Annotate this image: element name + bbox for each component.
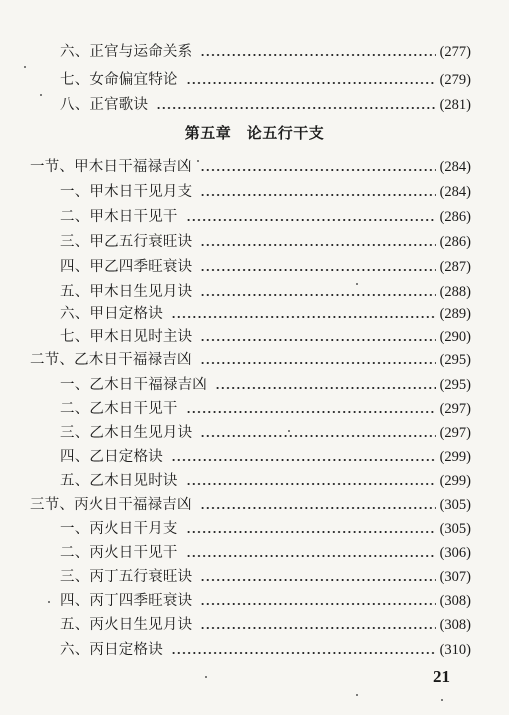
toc-entry: [60, 304, 471, 324]
leader-dots: [200, 244, 435, 246]
toc-entry-label: 三节、丙火日干福禄吉凶: [30, 497, 192, 513]
toc-entry-page: (306): [439, 545, 471, 561]
leader-dots: [156, 107, 435, 109]
leader-dots: [171, 316, 436, 318]
toc-entry-page: (305): [439, 497, 471, 513]
leader-dots: [200, 507, 436, 509]
toc-entry-page: (297): [439, 401, 471, 417]
toc-entry-label: 五、甲木日生见月诀: [60, 284, 193, 300]
toc-entry: [60, 447, 471, 467]
toc-entry: [60, 207, 471, 227]
toc-entry-label: 七、女命偏宜特论: [60, 72, 178, 88]
toc-entry-page: (288): [439, 284, 471, 300]
scan-speck: [40, 94, 42, 96]
leader-dots: [200, 362, 436, 364]
toc-entry: [60, 543, 471, 563]
toc-entry-page: (284): [439, 159, 471, 175]
toc-entry: [60, 423, 471, 443]
leader-dots: [200, 269, 435, 271]
toc-entry-label: 五、丙火日生见月诀: [60, 617, 193, 633]
leader-dots: [200, 339, 435, 341]
toc-entry: [60, 182, 471, 202]
toc-entry: [60, 591, 471, 611]
toc-entry-label: 四、乙日定格诀: [60, 449, 163, 465]
leader-dots: [200, 169, 436, 171]
toc-entry-page: (287): [439, 259, 471, 275]
toc-entry-label: 一、甲木日干见月支: [60, 184, 193, 200]
toc-entry-label: 三、乙木日生见月诀: [60, 425, 193, 441]
toc-entry-label: 二、丙火日干见干: [60, 545, 178, 561]
toc-entry-page: (279): [439, 72, 471, 88]
scan-speck: [441, 699, 443, 701]
toc-entry-page: (299): [439, 449, 471, 465]
toc-entry: [60, 519, 471, 539]
toc-entry-page: (295): [439, 352, 471, 368]
scan-speck: [356, 283, 358, 285]
toc-entry-label: 二节、乙木日干福禄吉凶: [30, 352, 192, 368]
scan-speck: [48, 601, 50, 603]
scan-speck: [288, 430, 290, 432]
toc-entry-page: (286): [439, 209, 471, 225]
toc-entry-page: (299): [439, 473, 471, 489]
toc-entry-page: (308): [439, 617, 471, 633]
page-number: 21: [433, 667, 450, 686]
scan-speck: [356, 694, 358, 696]
toc-entry-label: 四、甲乙四季旺衰诀: [60, 259, 193, 275]
leader-dots: [215, 387, 436, 389]
toc-entry-label: 一、乙木日干福禄吉凶: [60, 377, 207, 393]
leader-dots: [200, 603, 435, 605]
leader-dots: [200, 627, 435, 629]
toc-entry-label: 八、正官歌诀: [60, 97, 149, 113]
toc-entry-page: (286): [439, 234, 471, 250]
toc-entry: [60, 42, 471, 62]
leader-dots: [200, 194, 435, 196]
toc-entry: [60, 257, 471, 277]
leader-dots: [171, 652, 436, 654]
toc-entry: [60, 70, 471, 90]
toc-entry-page: (305): [439, 521, 471, 537]
toc-entry-label: 一节、甲木日干福禄吉凶: [30, 159, 192, 175]
toc-entry-label: 六、正官与运命关系: [60, 44, 193, 60]
toc-entry-page: (277): [439, 44, 471, 60]
toc-entry-page: (290): [439, 329, 471, 345]
toc-entry-label: 七、甲木日见时主诀: [60, 329, 193, 345]
toc-entry-page: (281): [439, 97, 471, 113]
toc-section: [30, 157, 471, 177]
scan-speck: [24, 66, 26, 68]
toc-section: [30, 350, 471, 370]
toc-entry-label: 六、丙日定格诀: [60, 642, 163, 658]
toc-entry-page: (297): [439, 425, 471, 441]
toc-entry-label: 二、乙木日干见干: [60, 401, 178, 417]
toc-entry: [60, 567, 471, 587]
leader-dots: [186, 483, 436, 485]
toc-entry: [60, 327, 471, 347]
leader-dots: [186, 531, 436, 533]
leader-dots: [186, 82, 436, 84]
leader-dots: [200, 435, 435, 437]
toc-entry: [60, 640, 471, 660]
leader-dots: [200, 579, 435, 581]
toc-entry: [60, 399, 471, 419]
scan-speck: [197, 160, 199, 162]
chapter-title: 第五章 论五行干支: [184, 124, 325, 142]
scan-speck: [205, 676, 207, 678]
leader-dots: [171, 459, 436, 461]
toc-entry-page: (284): [439, 184, 471, 200]
leader-dots: [186, 555, 436, 557]
toc-entry-page: (289): [439, 306, 471, 322]
toc-entry-label: 三、丙丁五行衰旺诀: [60, 569, 193, 585]
toc-entry: [60, 282, 471, 302]
leader-dots: [200, 294, 435, 296]
toc-entry-label: 五、乙木日见时诀: [60, 473, 178, 489]
toc-entry-page: (307): [439, 569, 471, 585]
leader-dots: [200, 54, 435, 56]
toc-entry: [60, 95, 471, 115]
toc-entry-label: 一、丙火日干月支: [60, 521, 178, 537]
toc-entry: [60, 232, 471, 252]
toc-entry-page: (308): [439, 593, 471, 609]
toc-entry-label: 四、丙丁四季旺衰诀: [60, 593, 193, 609]
toc-section: [30, 495, 471, 515]
toc-entry-label: 三、甲乙五行衰旺诀: [60, 234, 193, 250]
toc-entry: [60, 471, 471, 491]
toc-entry-label: 二、甲木日干见干: [60, 209, 178, 225]
toc-entry: [60, 375, 471, 395]
toc-entry-page: (310): [439, 642, 471, 658]
leader-dots: [186, 411, 436, 413]
leader-dots: [186, 219, 436, 221]
toc-entry-page: (295): [439, 377, 471, 393]
toc-entry-label: 六、甲日定格诀: [60, 306, 163, 322]
toc-entry: [60, 615, 471, 635]
